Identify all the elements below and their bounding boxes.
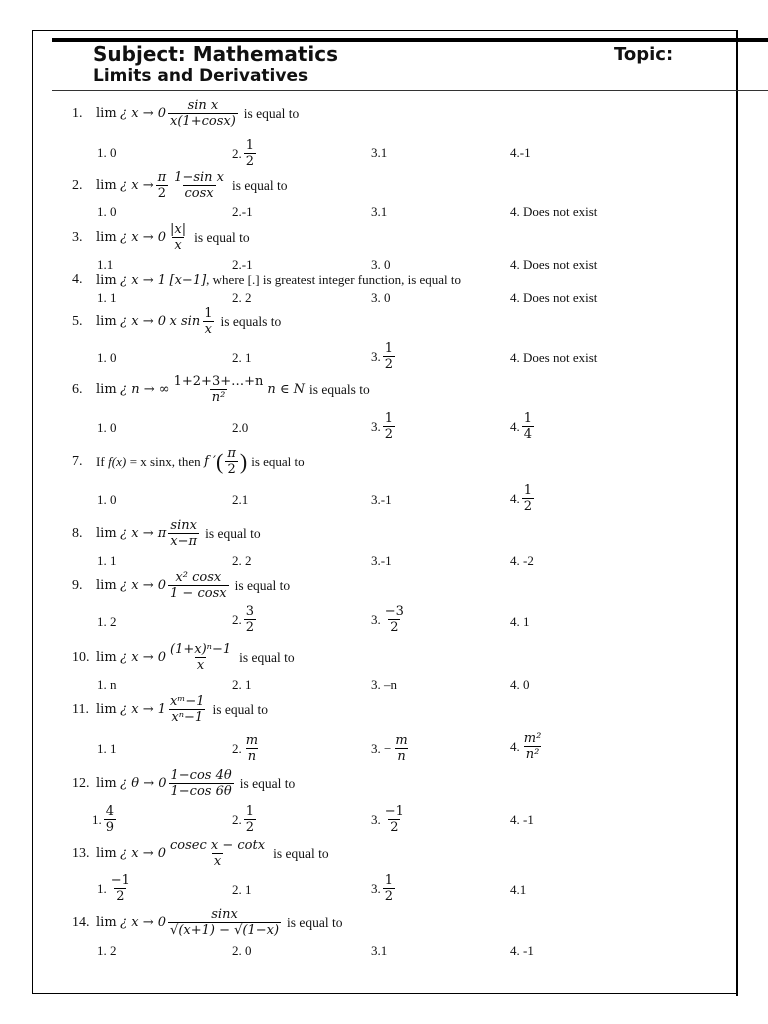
question-number: 5. <box>72 313 83 329</box>
option-2: 2. 1 <box>232 882 252 897</box>
option-1: 1. 0 <box>97 350 117 365</box>
limit-operator: lim <box>96 230 117 245</box>
option-3: 3. –n <box>371 677 397 692</box>
option-1: 1. 0 <box>97 204 117 219</box>
option-1: 1.1 <box>97 257 114 272</box>
option-3: 3.1 <box>371 204 388 219</box>
limit-subscript: ¿ x → 0 <box>120 230 167 245</box>
question-2 <box>72 170 288 201</box>
question-number: 6. <box>72 381 83 397</box>
expression: x sin <box>169 314 201 329</box>
question-3 <box>72 222 250 253</box>
expression: f(x) <box>108 453 127 469</box>
option-1: 1. 1 <box>97 553 117 568</box>
limit-operator: lim <box>96 915 117 930</box>
option-1: 1. 1 <box>97 741 117 756</box>
option-2: 2. 0 <box>232 943 252 958</box>
limit-subscript: ¿ θ → 0 <box>120 776 167 791</box>
header-rule-bottom <box>52 90 768 91</box>
limit-subscript: ¿ x → 1 <box>120 702 167 717</box>
option-1: 1. n <box>97 677 117 692</box>
fraction: $\frac{\text{cosec x − cotx}}{x}$ <box>170 838 266 869</box>
fraction: $\frac{\text{x² cosx}}{1 - \cos x}$ <box>170 570 227 601</box>
fraction: $\frac{1+2+3+\dots+n}{\text{n²}}$ <box>173 374 264 405</box>
option-3: 3. $\frac{-3}{2}$ <box>371 604 404 635</box>
question-number: 9. <box>72 577 83 593</box>
question-number: 12. <box>72 775 90 791</box>
question-number: 11. <box>72 701 89 717</box>
question-text: is equal to <box>243 105 300 121</box>
limit-subscript: ¿ x → 0 <box>120 578 167 593</box>
fraction: $\frac{|x|}{x}$ <box>170 222 187 253</box>
limit-operator: lim <box>96 846 117 861</box>
option-4: 4. Does not exist <box>510 350 598 365</box>
question-number: 1. <box>72 105 83 121</box>
option-3: 3.1 <box>371 145 388 160</box>
option-3: 3.1 <box>371 943 388 958</box>
limit-subscript: ¿ x → π <box>120 526 167 541</box>
limit-operator: lim <box>96 526 117 541</box>
option-4: 4. 0 <box>510 677 530 692</box>
expression: f ′ <box>204 454 217 469</box>
option-1: 1. 2 <box>97 943 117 958</box>
option-2: 2.-1 <box>232 257 253 272</box>
question-number: 10. <box>72 649 90 665</box>
question-4 <box>72 272 461 288</box>
question-text: is equals to <box>220 313 282 329</box>
question-text: is equal to <box>212 701 268 717</box>
option-1: 1. 2 <box>97 614 117 629</box>
option-3: 3. $\frac{1}{2}$ <box>371 873 394 904</box>
option-1: 1. $\frac{4}{9}$ <box>92 804 115 835</box>
option-4: 4. Does not exist <box>510 257 598 272</box>
question-14 <box>72 907 343 938</box>
option-1: 1. 0 <box>97 145 117 160</box>
option-1: 1. $\frac{-1}{2}$ <box>97 873 130 904</box>
option-4: 4. -1 <box>510 812 534 827</box>
question-text: is equal to <box>239 775 296 791</box>
fraction: $\frac{\pi}{2}$ <box>157 170 167 201</box>
option-4: 4. -2 <box>510 553 534 568</box>
fraction: $\frac{\pi}{2}$ <box>227 446 236 477</box>
option-3: 3. − $\frac{m}{n}$ <box>371 733 408 764</box>
limit-operator: lim <box>96 314 117 329</box>
question-text: is equals to <box>309 381 370 397</box>
limit-subscript: ¿ n → ∞ <box>120 382 170 397</box>
option-3: 3.-1 <box>371 553 392 568</box>
option-3: 3. $\frac{1}{2}$ <box>371 411 394 442</box>
option-4: 4.1 <box>510 882 527 897</box>
fraction: $\frac{1-\cos 4\theta}{1-\cos 6\theta}$ <box>170 768 232 799</box>
question-text: is equal to <box>194 229 250 245</box>
option-1: 1. 0 <box>97 420 117 435</box>
question-7: 7. If f(x) = x sinx, then f ′ ( $\frac{\pi}{2}$ ) is equal to <box>72 446 305 477</box>
fraction: $\frac{\text{(1+x)ⁿ−1}}{x}$ <box>170 642 232 673</box>
question-text: is equal to <box>232 177 288 193</box>
option-2: 2.0 <box>232 420 249 435</box>
option-2: 2. $\frac{1}{2}$ <box>232 804 255 835</box>
question-number: 3. <box>72 229 83 245</box>
question-text: , where [.] is greatest integer function, is equal to <box>206 272 462 287</box>
expression: n ∈ N <box>267 382 306 397</box>
option-1: 1. 1 <box>97 290 117 305</box>
limit-operator: lim <box>96 382 117 397</box>
question-number: 4. <box>72 272 83 287</box>
option-2: 2. $\frac{1}{2}$ <box>232 138 255 169</box>
question-9 <box>72 570 290 601</box>
question-text: is equal to <box>239 649 295 665</box>
expression: [x−1] <box>169 272 207 288</box>
limit-operator: lim <box>96 178 117 193</box>
question-12 <box>72 768 295 799</box>
fraction: $\frac{1}{x}$ <box>204 306 213 337</box>
option-2: 2.-1 <box>232 204 253 219</box>
question-number: 7. <box>72 453 83 469</box>
option-3: 3. 0 <box>371 290 391 305</box>
option-2: 2. 1 <box>232 677 252 692</box>
option-2: 2.1 <box>232 492 249 507</box>
question-10 <box>72 642 295 673</box>
question-11 <box>72 694 268 725</box>
question-text: is equal to <box>251 453 305 469</box>
limit-subscript: ¿ x → 0 <box>120 650 167 665</box>
option-4: 4. $\frac{1}{2}$ <box>510 483 533 514</box>
fraction: $\frac{\text{1−sin x}}{\cos x}$ <box>174 170 225 201</box>
question-5 <box>72 306 281 337</box>
question-text: = x sinx, then <box>129 453 201 469</box>
limit-subscript: ¿ x → <box>120 178 154 193</box>
topic-title: Limits and Derivatives <box>93 66 309 86</box>
limit-operator: lim <box>96 776 117 791</box>
limit-subscript: ¿ x → 0 <box>120 106 167 121</box>
limit-subscript: ¿ x → 0 <box>120 915 167 930</box>
limit-operator: lim <box>96 272 117 288</box>
page-border-right <box>736 30 738 996</box>
question-number: 8. <box>72 525 83 541</box>
option-2: 2. $\frac{m}{n}$ <box>232 733 259 764</box>
question-number: 14. <box>72 914 90 930</box>
fraction: $\frac{\sin x}{√(x+1) - √(1-x)}$ <box>170 907 280 938</box>
option-4: 4. $\frac{\text{m²}}{\text{n²}}$ <box>510 731 542 762</box>
fraction: $\frac{\text{sin x}}{x(1+\cos x)}$ <box>170 98 236 129</box>
question-text: If <box>96 453 105 469</box>
option-2: 2. 2 <box>232 290 252 305</box>
option-4: 4.-1 <box>510 145 531 160</box>
option-3: 3.-1 <box>371 492 392 507</box>
option-3: 3. 0 <box>371 257 391 272</box>
fraction: $\frac{\sin x}{x-\pi}$ <box>170 518 198 549</box>
topic-heading: Topic: <box>614 44 674 65</box>
subject-heading: Subject: Mathematics <box>93 42 339 66</box>
option-2: 2. $\frac{3}{2}$ <box>232 604 255 635</box>
question-text: is equal to <box>205 525 261 541</box>
limit-subscript: ¿ x → 0 <box>120 314 167 329</box>
limit-operator: lim <box>96 650 117 665</box>
limit-subscript: ¿ x → 1 <box>120 272 167 288</box>
option-4: 4. 1 <box>510 614 530 629</box>
option-2: 2. 1 <box>232 350 252 365</box>
option-3: 3. $\frac{-1}{2}$ <box>371 804 404 835</box>
option-4: 4. -1 <box>510 943 534 958</box>
option-4: 4. Does not exist <box>510 290 598 305</box>
question-number: 2. <box>72 177 83 193</box>
question-number: 13. <box>72 845 90 861</box>
option-4: 4. $\frac{1}{4}$ <box>510 411 533 442</box>
question-text: is equal to <box>273 845 329 861</box>
question-text: is equal to <box>287 914 343 930</box>
question-text: is equal to <box>234 577 291 593</box>
question-13 <box>72 838 329 869</box>
fraction: $\frac{\text{xᵐ−1}}{\text{xⁿ−1}}$ <box>170 694 205 725</box>
limit-operator: lim <box>96 702 117 717</box>
option-3: 3. $\frac{1}{2}$ <box>371 341 394 372</box>
limit-operator: lim <box>96 106 117 121</box>
question-8 <box>72 518 261 549</box>
limit-subscript: ¿ x → 0 <box>120 846 167 861</box>
option-1: 1. 0 <box>97 492 117 507</box>
option-2: 2. 2 <box>232 553 252 568</box>
option-4: 4. Does not exist <box>510 204 598 219</box>
question-6 <box>72 374 370 405</box>
limit-operator: lim <box>96 578 117 593</box>
question-1 <box>72 98 299 129</box>
